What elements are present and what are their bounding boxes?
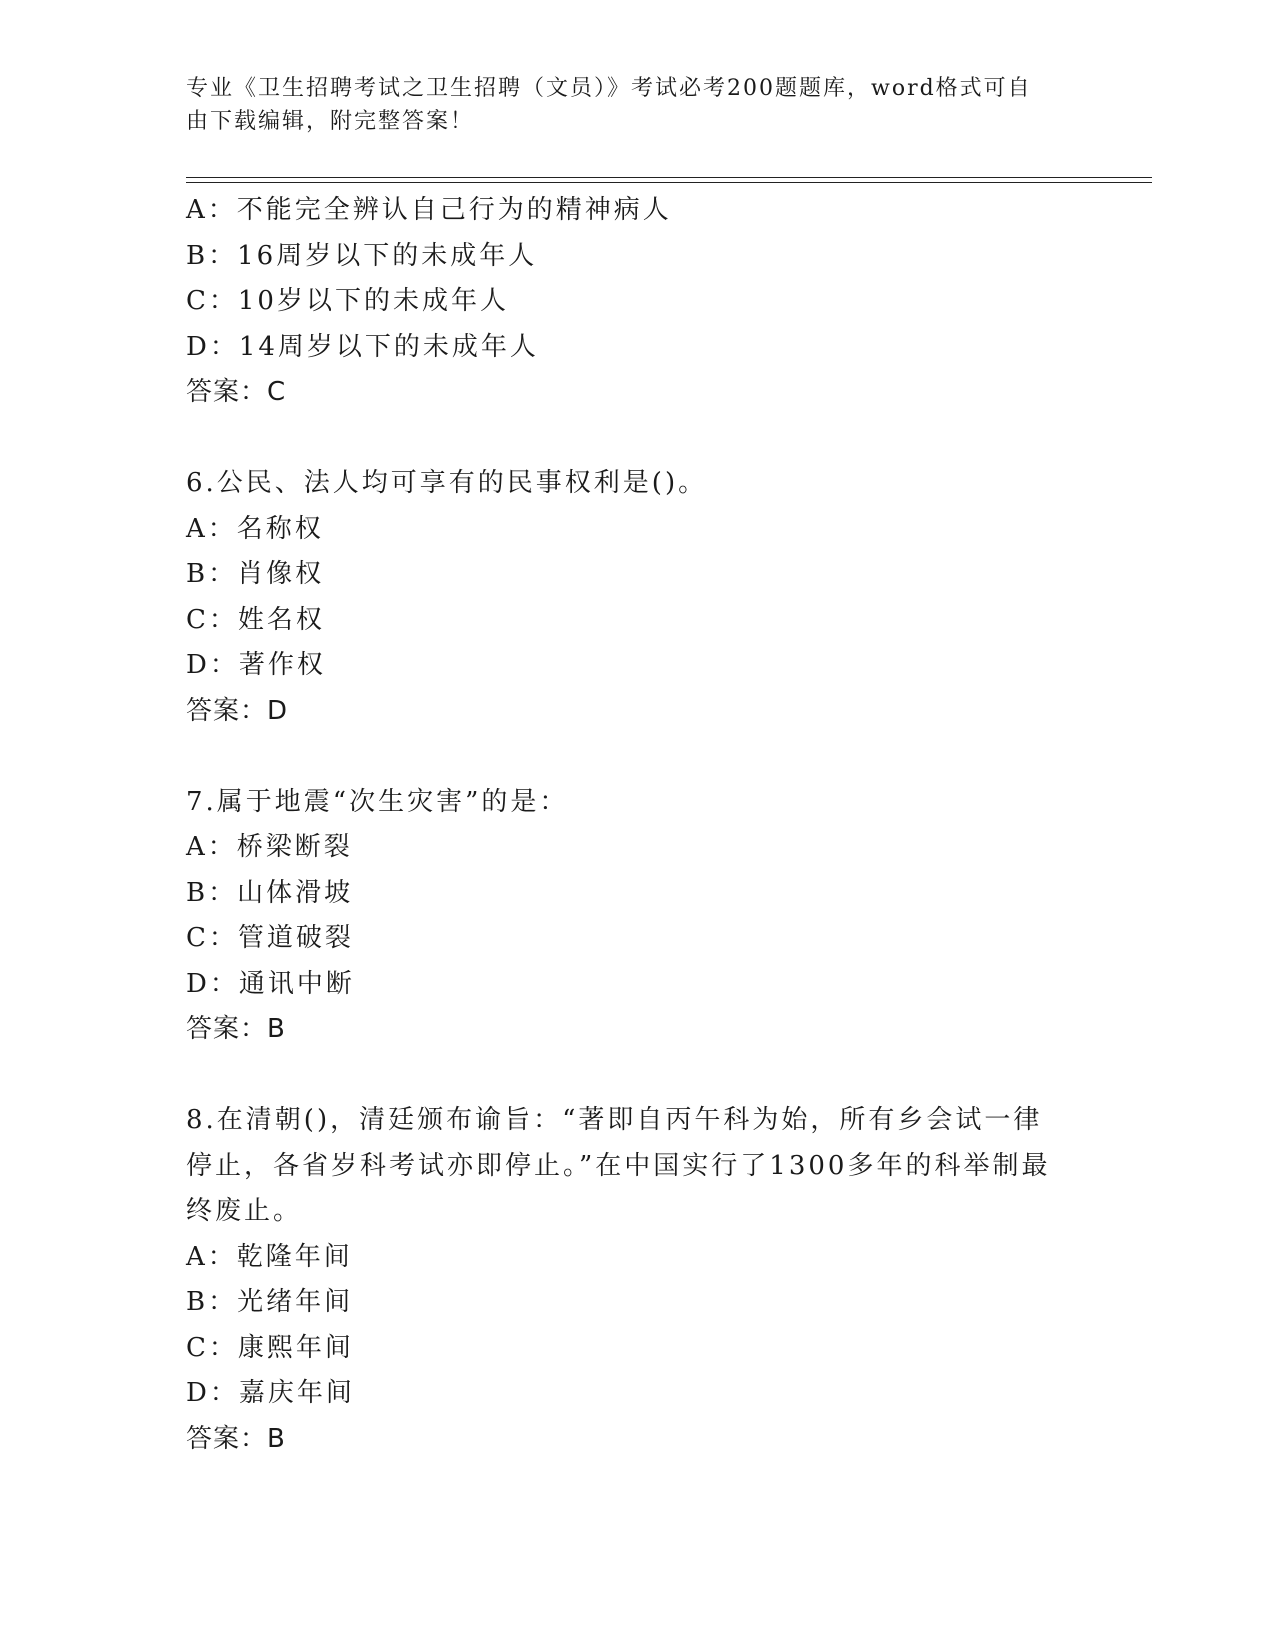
- question-stem: 6.公民、法人均可享有的民事权利是()。: [186, 468, 708, 498]
- answer-line: 答案：D: [186, 695, 289, 726]
- option-c: C：康熙年间: [186, 1332, 354, 1363]
- option-d: D：14周岁以下的未成年人: [186, 331, 539, 362]
- option-d: D：嘉庆年间: [186, 1378, 355, 1408]
- option-d: D：著作权: [186, 650, 326, 680]
- option-c: C：管道破裂: [186, 923, 354, 953]
- question-stem-line-1: 8.在清朝()，清廷颁布谕旨：“著即自丙午科为始，所有乡会试一律: [186, 1105, 1043, 1135]
- question-8: [186, 1098, 1086, 1462]
- spacer: [186, 1053, 1086, 1099]
- option-d: D：通讯中断: [186, 968, 355, 999]
- header-rule-bottom: [186, 182, 1152, 183]
- answer-line: 答案：B: [186, 1423, 286, 1454]
- document-header: [186, 72, 1066, 138]
- option-c: C：10岁以下的未成年人: [186, 286, 509, 316]
- question-7: [186, 780, 1086, 1053]
- question-list: [186, 188, 1086, 1462]
- question-6: [186, 461, 1086, 734]
- option-a: A：不能完全辨认自己行为的精神病人: [186, 195, 672, 225]
- option-b: B：山体滑坡: [186, 877, 354, 908]
- option-b: B：16周岁以下的未成年人: [186, 240, 538, 271]
- option-b: B：光绪年间: [186, 1287, 354, 1317]
- question-stem-line-3: 终废止。: [186, 1196, 303, 1226]
- option-a: A：乾隆年间: [186, 1241, 353, 1272]
- option-c: C：姓名权: [186, 604, 325, 635]
- spacer: [186, 416, 1086, 462]
- answer-line: 答案：B: [186, 1014, 286, 1044]
- question-stem: 7.属于地震“次生灾害”的是：: [186, 786, 569, 817]
- answer-line: 答案：C: [186, 377, 287, 407]
- spacer: [186, 734, 1086, 780]
- question-5: [186, 188, 1086, 416]
- question-stem-line-2: 停止，各省岁科考试亦即停止。”在中国实行了1300多年的科举制最: [186, 1150, 1051, 1181]
- header-rule-top: [186, 177, 1152, 178]
- header-line-2: 由下载编辑，附完整答案！: [186, 109, 475, 134]
- header-line-1: 专业《卫生招聘考试之卫生招聘（文员）》考试必考200题题库，word格式可自: [186, 76, 1032, 101]
- option-b: B：肖像权: [186, 559, 325, 589]
- option-a: A：名称权: [186, 513, 324, 544]
- option-a: A：桥梁断裂: [186, 832, 353, 862]
